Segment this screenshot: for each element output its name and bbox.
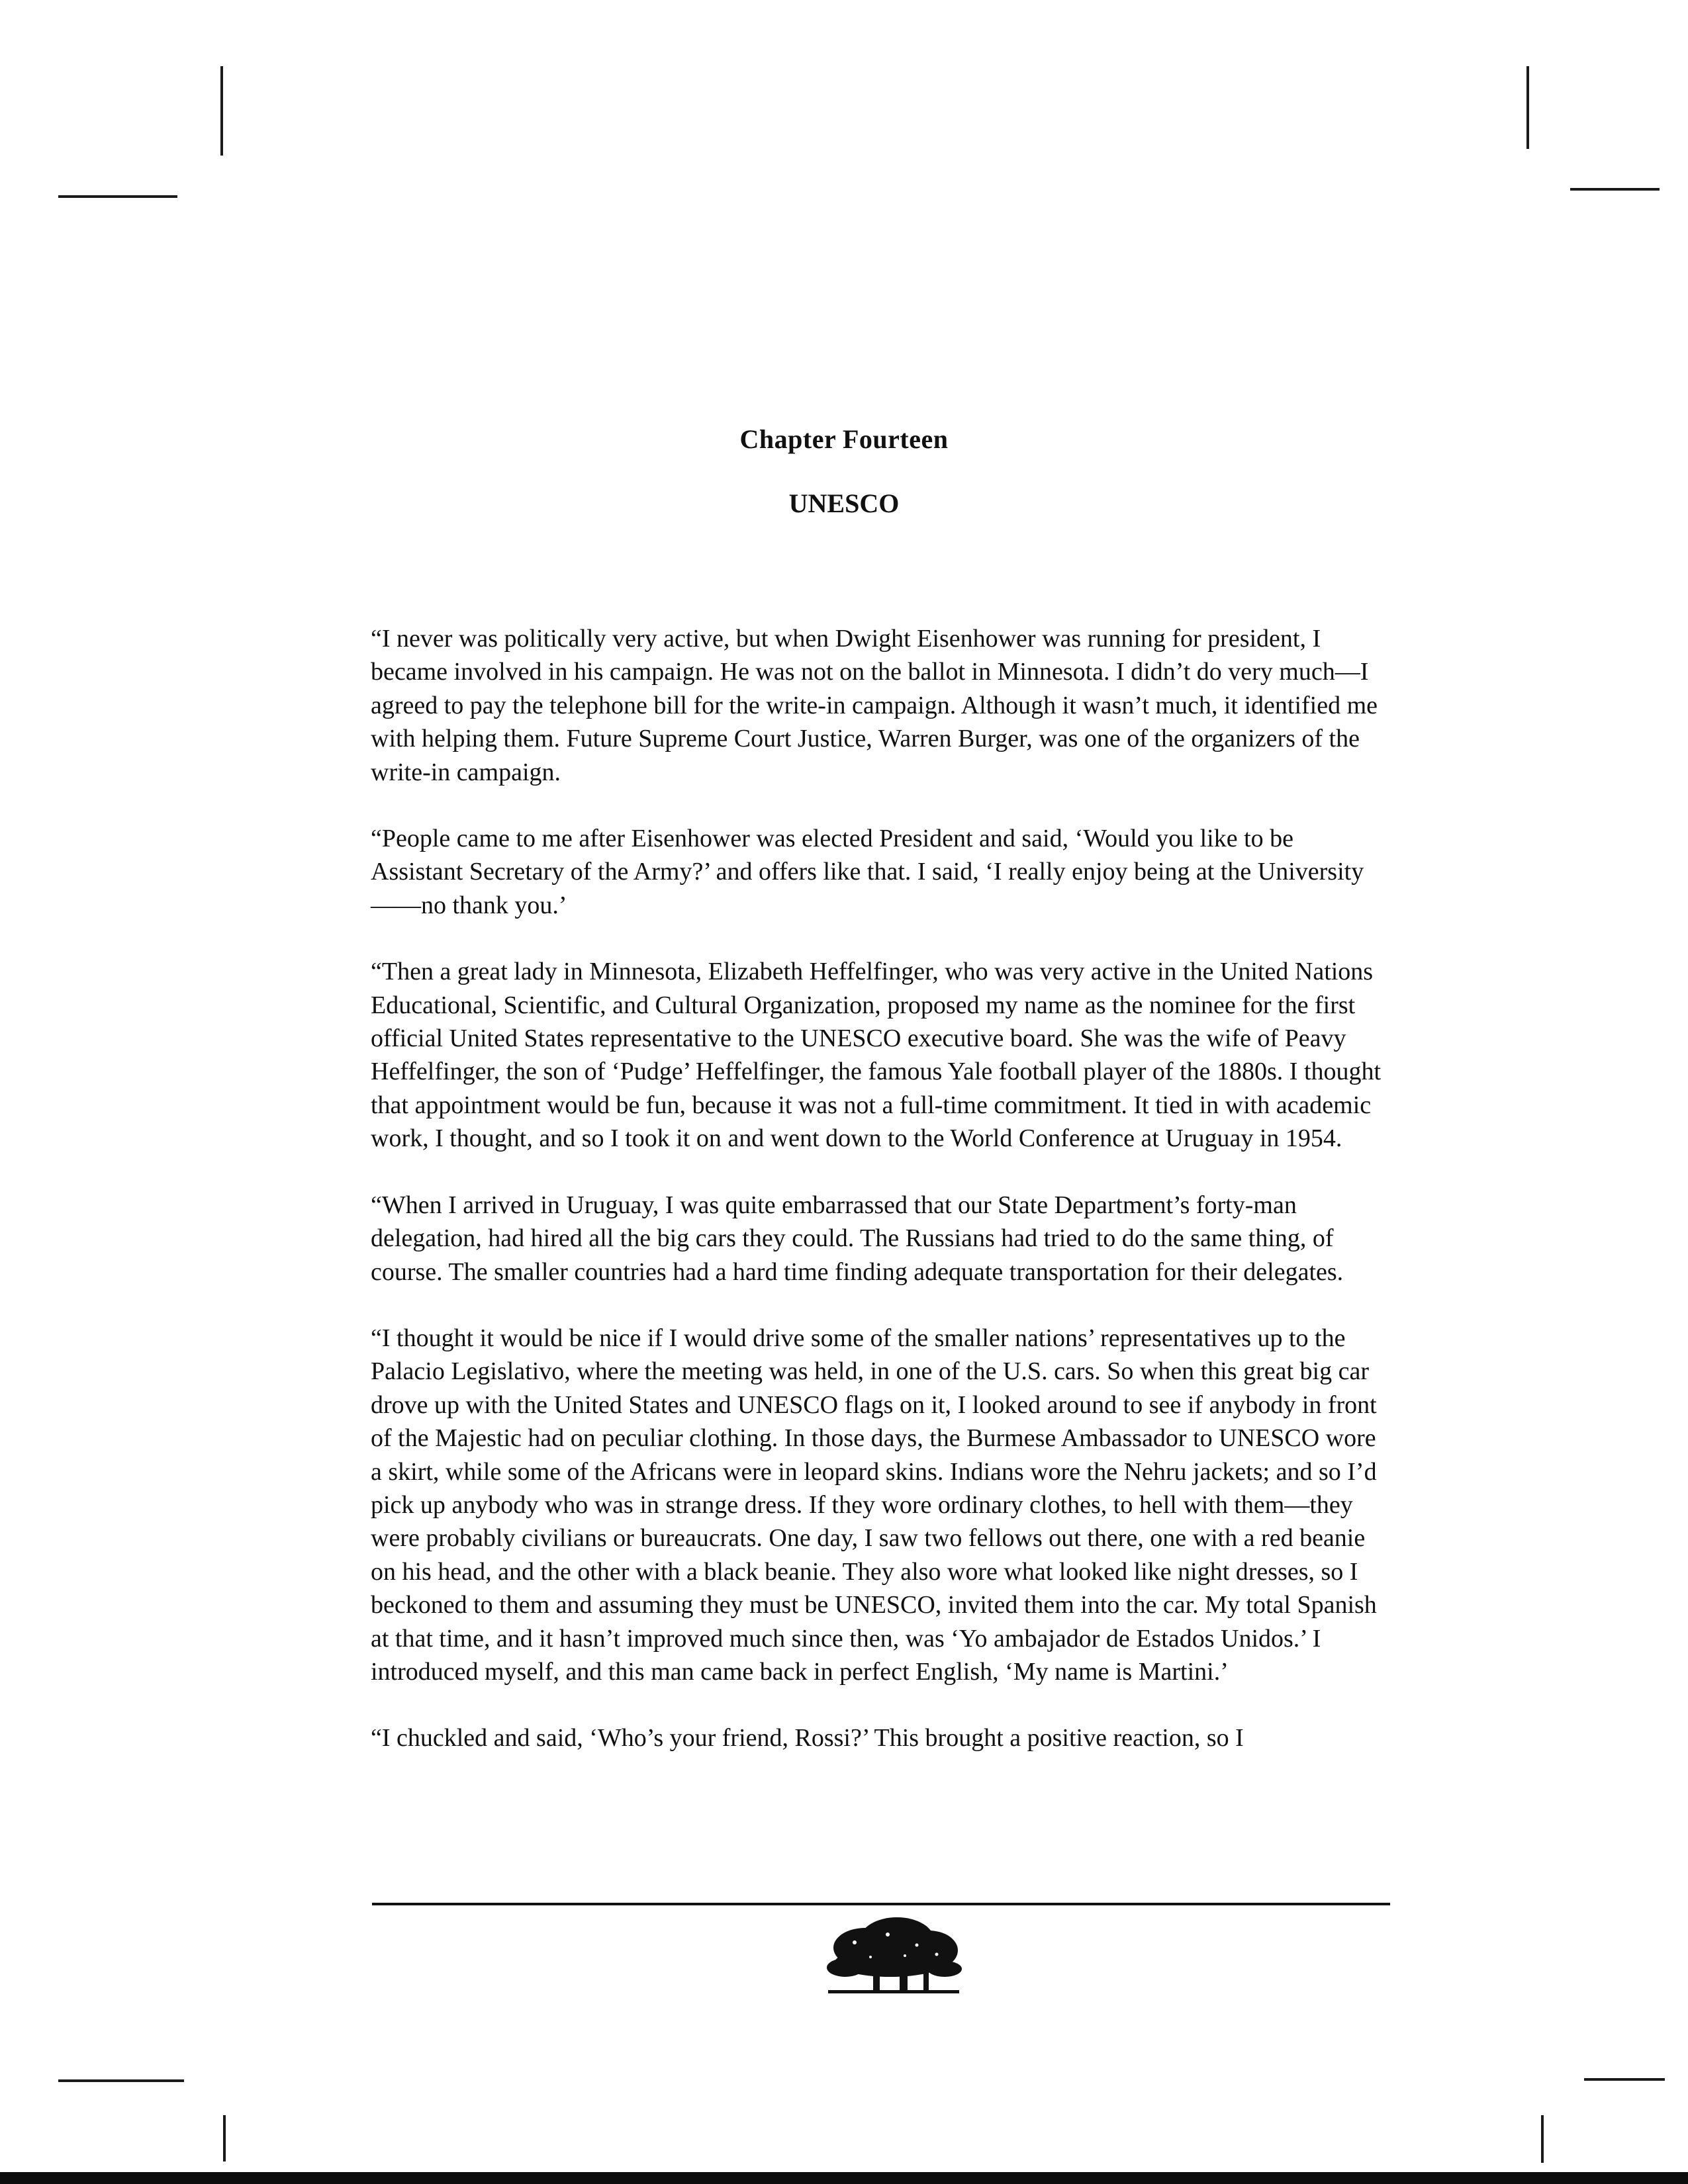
chapter-title: Chapter Fourteen (739, 424, 949, 454)
crop-mark-bottom-right-vertical (1541, 2115, 1544, 2163)
paragraph: “I chuckled and said, ‘Who’s your friend, Rossi?’ This brought a positive reaction, so I (371, 1724, 1244, 1752)
crop-mark-top-right-vertical (1526, 66, 1529, 149)
body-text (371, 622, 1390, 1755)
crop-mark-bottom-left-horizontal (58, 2079, 184, 2082)
crop-mark-bottom-right-horizontal (1584, 2078, 1665, 2081)
paragraph: “People came to me after Eisenhower was elected President and said, ‘Would you like to be Assistant Secretary of the Army?’ and offers like that. I said, ‘I really enjoy being at the University——no thank you.’ (371, 825, 1364, 919)
paragraph: “When I arrived in Uruguay, I was quite embarrassed that our State Department’s forty-man delegation, had hired all the big cars they could. The Russians had tried to do the same thing, of course. The smaller countries had a hard time finding adequate transportation for their delegates. (371, 1191, 1344, 1286)
tree-icon (824, 1916, 963, 2002)
footer-rule (372, 1903, 1390, 1905)
crop-mark-top-right-horizontal (1570, 188, 1660, 191)
paragraph: “I thought it would be nice if I would drive some of the smaller nations’ representatives up to the Palacio Legislativo, where the meeting was held, in one of the U.S. cars. So when this great big car drove up with the United States and UNESCO flags on it, I looked around to see if anybody in front of the Majestic had on peculiar clothing. In those days, the Burmese Ambassador to UNESCO wore a skirt, while some of the Africans were in leopard skins. Indians wore the Nehru jackets; and so I’d pick up anybody who was in strange dress. If they wore ordinary clothes, to hell with them—they were probably civilians or bureaucrats. One day, I saw two fellows out there, one with a red beanie on his head, and the other with a black beanie. They also wore what looked like night dresses, so I beckoned to them and assuming they must be UNESCO, invited them into the car. My total Spanish at that time, and it hasn’t improved much since then, was ‘Yo ambajador de Estados Unidos.’ I introduced myself, and this man came back in perfect English, ‘My name is Martini.’ (371, 1324, 1377, 1686)
crop-mark-bottom-left-vertical (223, 2115, 226, 2161)
crop-mark-top-left-horizontal (58, 195, 177, 198)
crop-mark-top-left-vertical (220, 66, 223, 156)
paragraph: “I never was politically very active, but when Dwight Eisenhower was running for president, I became involved in his campaign. He was not on the ballot in Minnesota. I didn’t do very much—I agreed to pay the telephone bill for the write-in campaign. Although it wasn’t much, it identified me with helping them. Future Supreme Court Justice, Warren Burger, was one of the organizers of the write-in campaign. (371, 625, 1378, 786)
paragraph: “Then a great lady in Minnesota, Elizabeth Heffelfinger, who was very active in the United Nations Educational, Scientific, and Cultural Organization, proposed my name as the nominee for the first official United States representative to the UNESCO executive board. She was the wife of Peavy Heffelfinger, the son of ‘Pudge’ Heffelfinger, the famous Yale football player of the 1880s. I thought that appointment would be fun, because it was not a full-time commitment. It tied in with academic work, I thought, and so I took it on and went down to the World Conference at Uruguay in 1954. (371, 958, 1382, 1153)
scan-edge (0, 2172, 1688, 2184)
chapter-subtitle: UNESCO (788, 488, 900, 518)
